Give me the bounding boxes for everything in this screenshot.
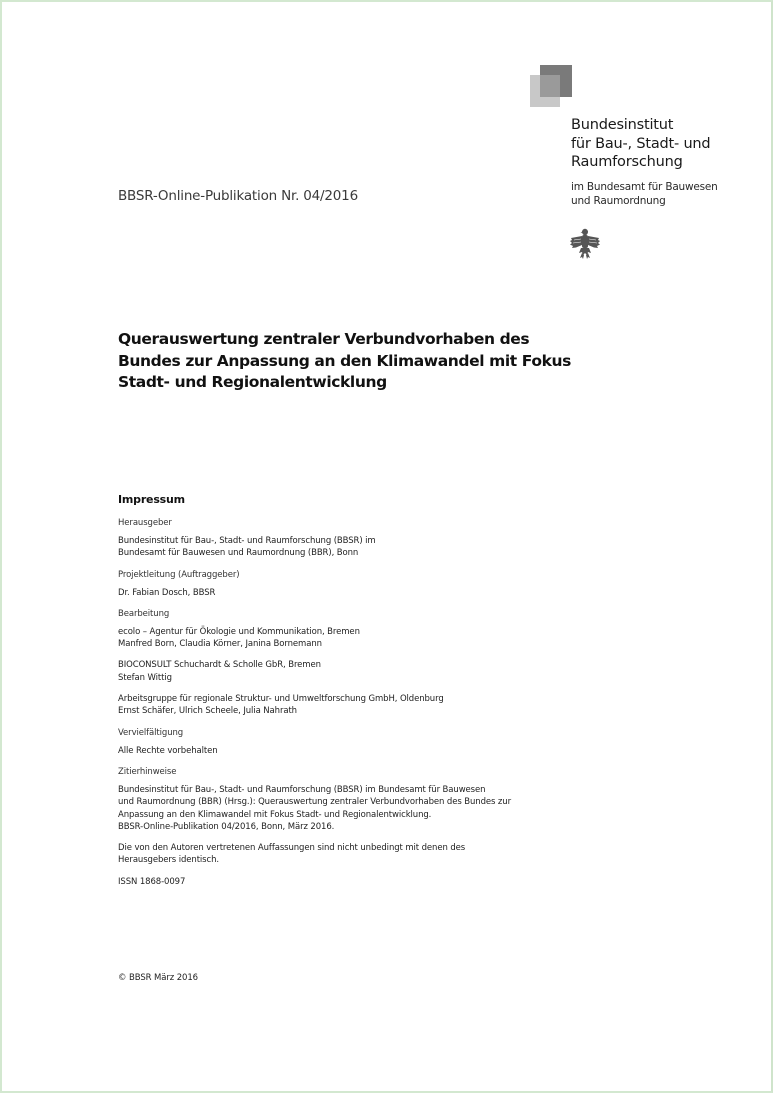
copyright-notice: © BBSR März 2016 [118, 973, 198, 983]
zitierhinweise-text [118, 784, 538, 833]
impressum-section [118, 493, 538, 897]
text-line: Ernst Schäfer, Ulrich Scheele, Julia Nahrath [118, 706, 297, 717]
document-title [118, 329, 571, 394]
institute-name [571, 116, 761, 172]
vervielfaeltigung-text [118, 745, 538, 757]
title-line: Querauswertung zentraler Verbundvorhaben des [118, 330, 530, 348]
text-line: Die von den Autoren vertretenen Auffassungen sind nicht unbedingt mit denen des [118, 843, 466, 854]
text-line: Bundesamt für Bauwesen und Raumordnung (BBR), Bonn [118, 548, 359, 559]
text-line: Alle Rechte vorbehalten [118, 745, 218, 756]
institute-subtitle [571, 180, 761, 208]
bbsr-logo-icon [530, 65, 572, 107]
text-line: Bundesinstitut für Bau-, Stadt- und Raumforschung (BBSR) im Bundesamt für Bauwesen [118, 784, 486, 795]
projektleitung-text [118, 587, 538, 599]
text-line: Manfred Born, Claudia Körner, Janina Bornemann [118, 639, 322, 650]
text-line: BBSR-Online-Publikation 04/2016, Bonn, März 2016. [118, 821, 335, 832]
text-line: Dr. Fabian Dosch, BBSR [118, 587, 216, 598]
herausgeber-label: Herausgeber [118, 518, 172, 528]
institute-sub-line: im Bundesamt für Bauwesen [571, 181, 718, 193]
institute-name-line: Bundesinstitut [571, 117, 674, 133]
institute-name-line: für Bau-, Stadt- und [571, 135, 711, 152]
disclaimer-text [118, 842, 538, 867]
herausgeber-text [118, 535, 538, 560]
publication-number: BBSR-Online-Publikation Nr. 04/2016 [118, 188, 358, 204]
issn-text: ISSN 1868-0097 [118, 876, 186, 887]
text-line: und Raumordnung (BBR) (Hrsg.): Querauswertung zentraler Verbundvorhaben des Bundes zur [118, 797, 511, 808]
vervielfaeltigung-label: Vervielfältigung [118, 727, 184, 738]
text-line: Anpassung an den Klimawandel mit Fokus Stadt- und Regionalentwicklung. [118, 809, 432, 820]
text-line: Stefan Wittig [118, 672, 172, 683]
text-line: Arbeitsgruppe für regionale Struktur- und Umweltforschung GmbH, Oldenburg [118, 694, 444, 705]
institute-sub-line: und Raumordnung [571, 195, 666, 207]
federal-eagle-icon [569, 226, 601, 260]
text-line: ecolo – Agentur für Ökologie und Kommunikation, Bremen [118, 626, 360, 637]
text-line: Bundesinstitut für Bau-, Stadt- und Raumforschung (BBSR) im [118, 536, 376, 546]
text-line: Herausgebers identisch. [118, 855, 219, 866]
title-line: Stadt- und Regionalentwicklung [118, 373, 387, 391]
bearbeitung-group-bioconsult [118, 659, 538, 684]
zitierhinweise-label: Zitierhinweise [118, 766, 177, 777]
institute-name-line: Raumforschung [571, 154, 683, 170]
projektleitung-label: Projektleitung (Auftraggeber) [118, 569, 240, 580]
impressum-heading: Impressum [118, 493, 185, 506]
text-line: BIOCONSULT Schuchardt & Scholle GbR, Bremen [118, 660, 321, 671]
title-line: Bundes zur Anpassung an den Klimawandel mit Fokus [118, 351, 571, 370]
bearbeitung-group-arsu [118, 693, 538, 718]
bearbeitung-label: Bearbeitung [118, 608, 170, 619]
bearbeitung-group-ecolo [118, 626, 538, 651]
